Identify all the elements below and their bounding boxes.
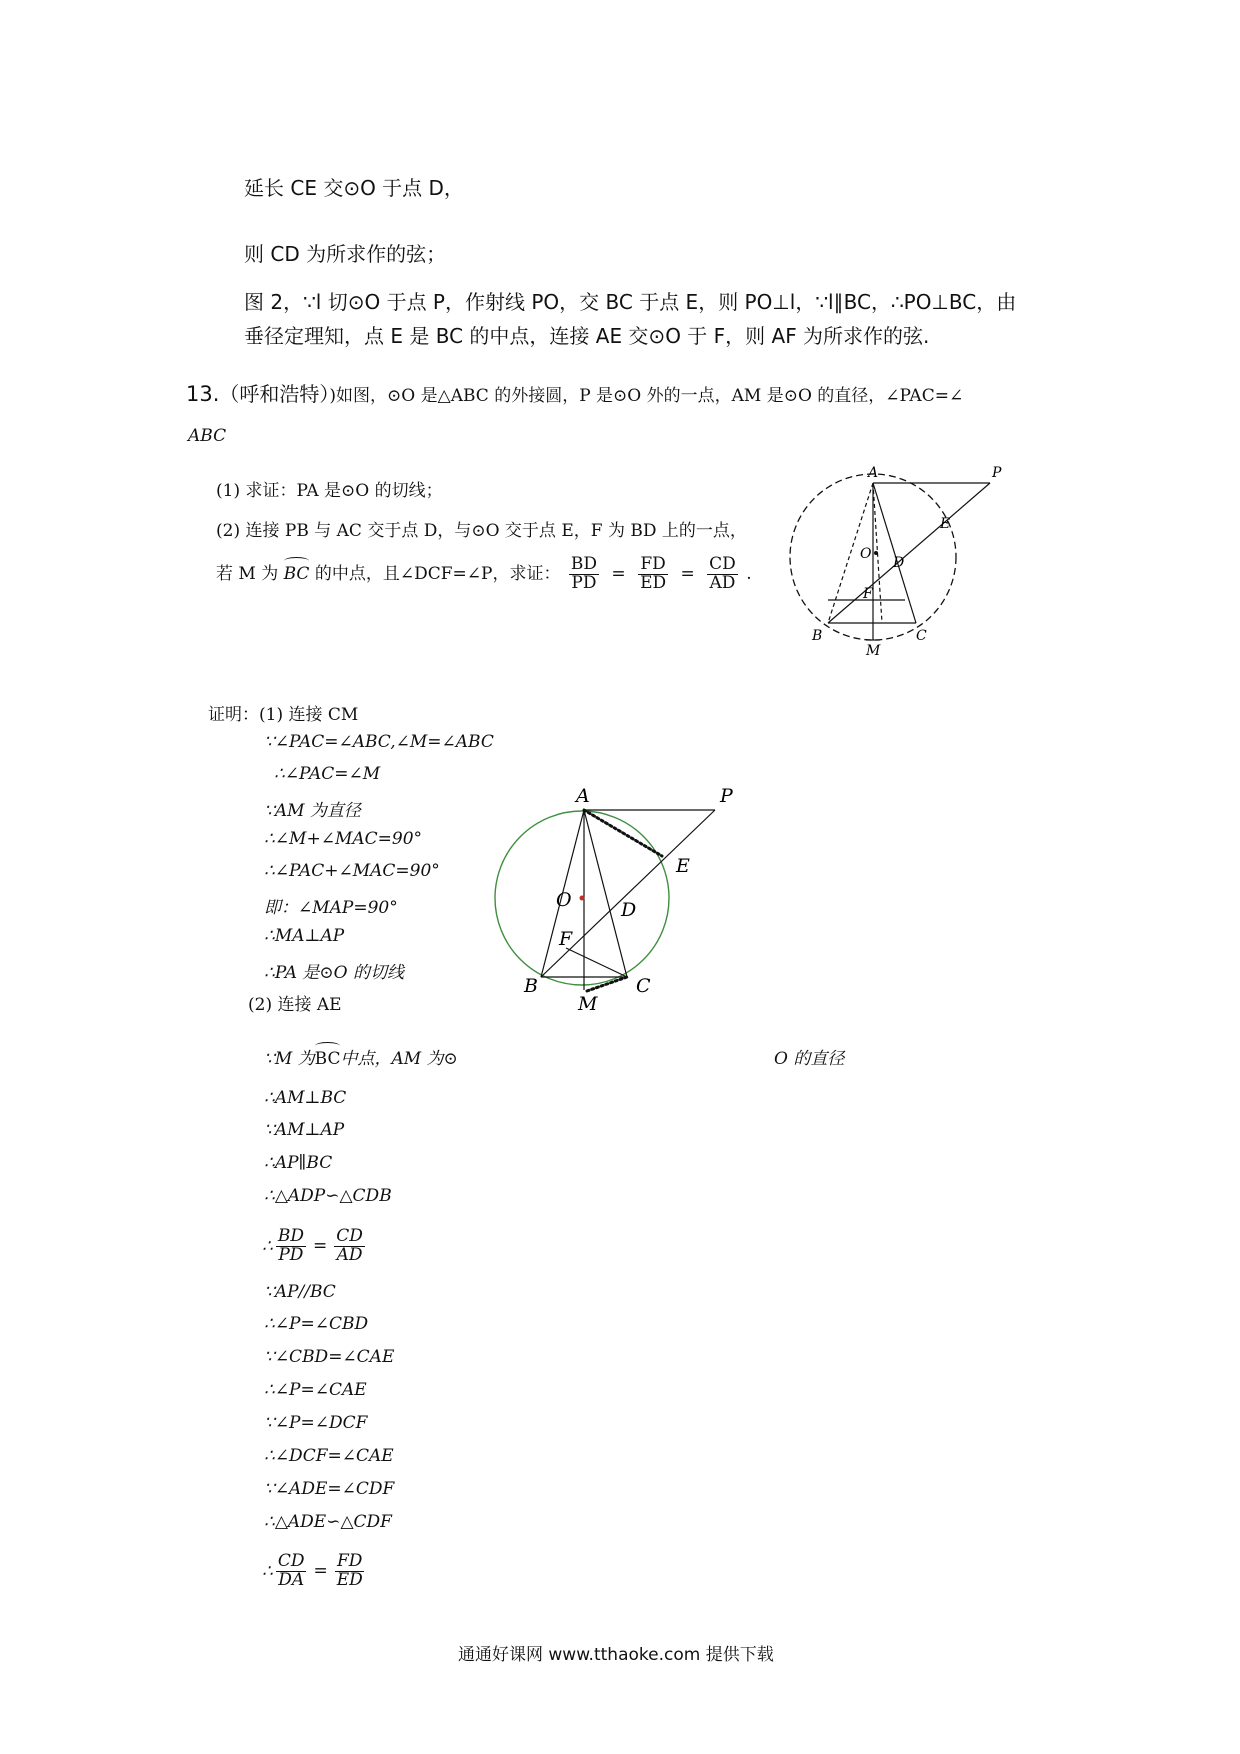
end-period: .: [746, 563, 752, 584]
p15-fraction-2: $\frac{CD}{AD}$: [336, 1226, 363, 1265]
arc-bc-2: BC: [314, 1049, 341, 1069]
equals-sign-2: =: [680, 564, 695, 585]
fig2-label-e: E: [676, 855, 690, 877]
p24-pre: ∴: [262, 1561, 273, 1582]
problem-number: 13.: [186, 382, 220, 406]
fig1-label-b: B: [812, 628, 823, 644]
problem-stem-cont: ABC: [188, 426, 227, 446]
proof-line-21: ∴∠DCF=∠CAE: [264, 1446, 394, 1466]
problem-part-2-cont: [216, 556, 752, 593]
proof-line-7: ∴MA⊥AP: [264, 926, 345, 946]
proof-line-6: 即：∠MAP=90°: [264, 898, 398, 918]
proof-line-22: ∵∠ADE=∠CDF: [264, 1479, 395, 1499]
proof-line-18: ∵∠CBD=∠CAE: [264, 1347, 395, 1367]
proof-line-12: ∵AM⊥AP: [264, 1120, 345, 1140]
fig2-label-d: D: [621, 899, 637, 921]
fig2-label-o: O: [556, 889, 572, 911]
proof-line-20: ∵∠P=∠DCF: [264, 1413, 368, 1433]
problem-stem-text: )如图，⊙O 是△ABC 的外接圆，P 是⊙O 外的一点，AM 是⊙O 的直径，∠PAC=∠: [329, 386, 964, 406]
problem-stem: [186, 378, 963, 407]
proof-line-9: (2) 连接 AE: [248, 995, 342, 1015]
fig1-label-o: O: [860, 546, 872, 562]
proof-line-10-end: O 的直径: [774, 1049, 845, 1069]
text-line-2: 则 CD 为所求作的弦；: [244, 242, 447, 266]
p10-mid: 中点，AM 为⊙: [340, 1049, 458, 1069]
p24-equals: =: [313, 1561, 328, 1582]
fig2-label-c: C: [636, 975, 651, 997]
problem-part-2: (2) 连接 PB 与 AC 交于点 D，与⊙O 交于点 E，F 为 BD 上的一点，: [216, 521, 747, 541]
proof-line-13: ∴AP∥BC: [264, 1153, 333, 1173]
proof-line-5: ∴∠PAC+∠MAC=90°: [264, 861, 440, 881]
proof-line-19: ∴∠P=∠CAE: [264, 1380, 367, 1400]
fig2-label-p: P: [720, 785, 733, 807]
fig1-label-p: P: [992, 465, 1002, 481]
fig2-label-a: A: [576, 785, 590, 807]
fig1-label-m: M: [866, 643, 881, 659]
fig2-label-f: F: [559, 928, 573, 950]
p10-pre: ∵M 为: [264, 1049, 315, 1069]
fig1-label-c: C: [916, 628, 927, 644]
proof-line-2: ∴∠PAC=∠M: [274, 764, 381, 784]
p15-equals: =: [312, 1236, 328, 1257]
text-line-1: 延长 CE 交⊙O 于点 D，: [244, 176, 464, 200]
fraction-bd-pd: $\frac{BD}{PD}$: [570, 554, 597, 593]
p24-fraction-1: $\frac{CD}{DA}$: [277, 1551, 305, 1590]
page-footer: 通通好课网 www.tthaoke.com 提供下载: [458, 1645, 774, 1665]
proof-line-10: [264, 1044, 458, 1069]
proof-line-11: ∴AM⊥BC: [264, 1088, 347, 1108]
proof-line-15: [262, 1228, 368, 1265]
proof-line-24: [262, 1553, 368, 1590]
part2-pre: 若 M 为: [216, 563, 279, 584]
fraction-fd-ed: $\frac{FD}{ED}$: [640, 554, 667, 593]
proof-line-1: ∵∠PAC=∠ABC,∠M=∠ABC: [264, 732, 494, 752]
fig2-label-b: B: [524, 975, 538, 997]
proof-line-3: ∵AM 为直径: [264, 801, 361, 821]
text-line-4: 垂径定理知，点 E 是 BC 的中点，连接 AE 交⊙O 于 F，则 AF 为所求作的弦.: [244, 324, 930, 348]
proof-line-23: ∴△ADE∽△CDF: [264, 1512, 392, 1532]
fig2-label-m: M: [578, 993, 598, 1015]
fig1-label-a: A: [868, 465, 879, 481]
p15-pre: ∴: [262, 1236, 273, 1257]
proof-line-8: ∴PA 是⊙O 的切线: [264, 963, 404, 983]
arc-bc: BC: [283, 563, 310, 584]
proof-line-4: ∴∠M+∠MAC=90°: [264, 829, 423, 849]
part2-post: 的中点，且∠DCF=∠P，求证：: [314, 563, 561, 584]
proof-line-16: ∵AP//BC: [264, 1282, 336, 1302]
proof-line-14: ∴△ADP∽△CDB: [264, 1186, 392, 1206]
proof-line-0: 证明：(1) 连接 CM: [208, 705, 359, 725]
p15-fraction-1: $\frac{BD}{PD}$: [277, 1226, 304, 1265]
equals-sign: =: [611, 564, 626, 585]
problem-part-1: (1) 求证：PA 是⊙O 的切线；: [216, 481, 443, 501]
figure-2: [490, 780, 740, 1020]
fig1-label-f: F: [863, 586, 873, 602]
problem-source: （呼和浩特）: [219, 382, 330, 406]
fig1-label-d: D: [893, 555, 905, 571]
fig1-label-e: E: [940, 516, 951, 532]
text-line-3: 图 2，∵l 切⊙O 于点 P，作射线 PO，交 BC 于点 E，则 PO⊥l，∵l∥BC，∴PO⊥BC，由: [244, 290, 1017, 314]
figure-1: [780, 450, 1020, 660]
proof-line-17: ∴∠P=∠CBD: [264, 1314, 369, 1334]
p24-fraction-2: $\frac{FD}{ED}$: [336, 1551, 363, 1590]
fraction-cd-ad: $\frac{CD}{AD}$: [709, 554, 736, 593]
